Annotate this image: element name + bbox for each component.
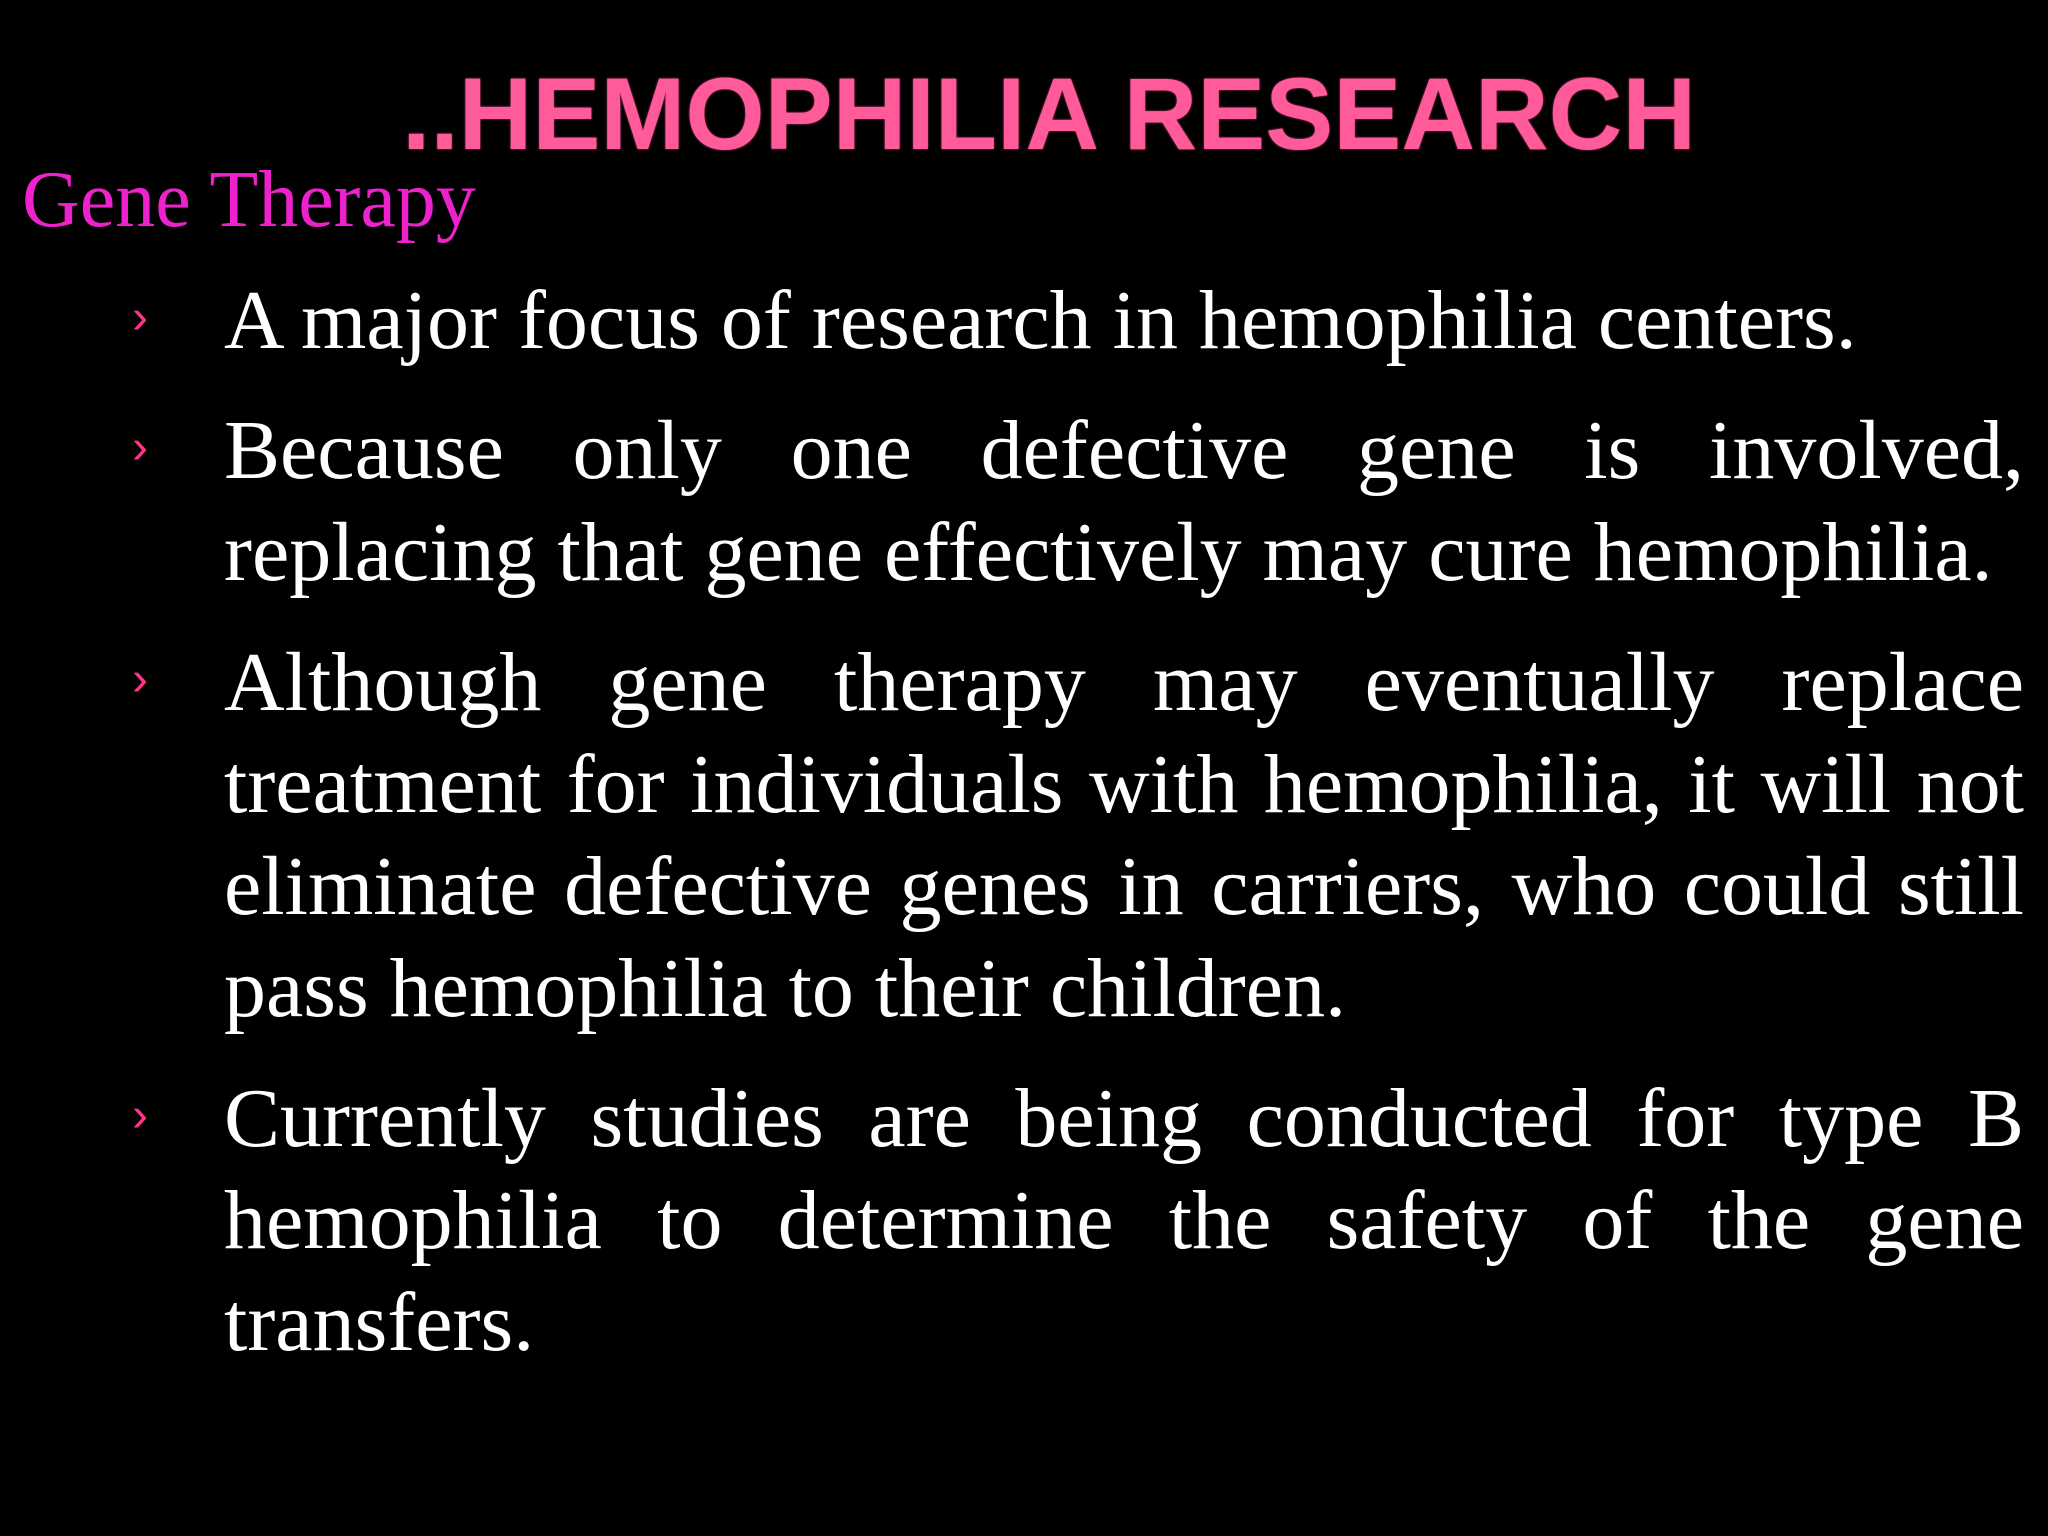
- list-item: [0, 400, 2048, 604]
- slide-subtitle: Gene Therapy: [22, 156, 476, 244]
- bullet-marker-icon: ›: [132, 653, 148, 706]
- bullet-text: Because only one defective gene is involved, replacing that gene effectively may cure hemophilia.: [224, 404, 2024, 599]
- bullet-list: [0, 270, 2048, 1402]
- list-item: [0, 1068, 2048, 1374]
- slide-title: ..HEMOPHILIA RESEARCH: [402, 57, 1696, 171]
- bullet-text: Currently studies are being conducted for type B hemophilia to determine the safety of the gene transfers.: [224, 1072, 2024, 1369]
- bullet-text: A major focus of research in hemophilia centers.: [224, 274, 1857, 367]
- bullet-marker-icon: ›: [132, 291, 148, 344]
- list-item: [0, 270, 2048, 372]
- bullet-marker-icon: ›: [132, 1089, 148, 1142]
- bullet-text: Although gene therapy may eventually replace treatment for individuals with hemophilia, it will not eliminate defective genes in carriers, who could still pass hemophilia to their children.: [224, 636, 2024, 1035]
- list-item: [0, 632, 2048, 1040]
- bullet-marker-icon: ›: [132, 421, 148, 474]
